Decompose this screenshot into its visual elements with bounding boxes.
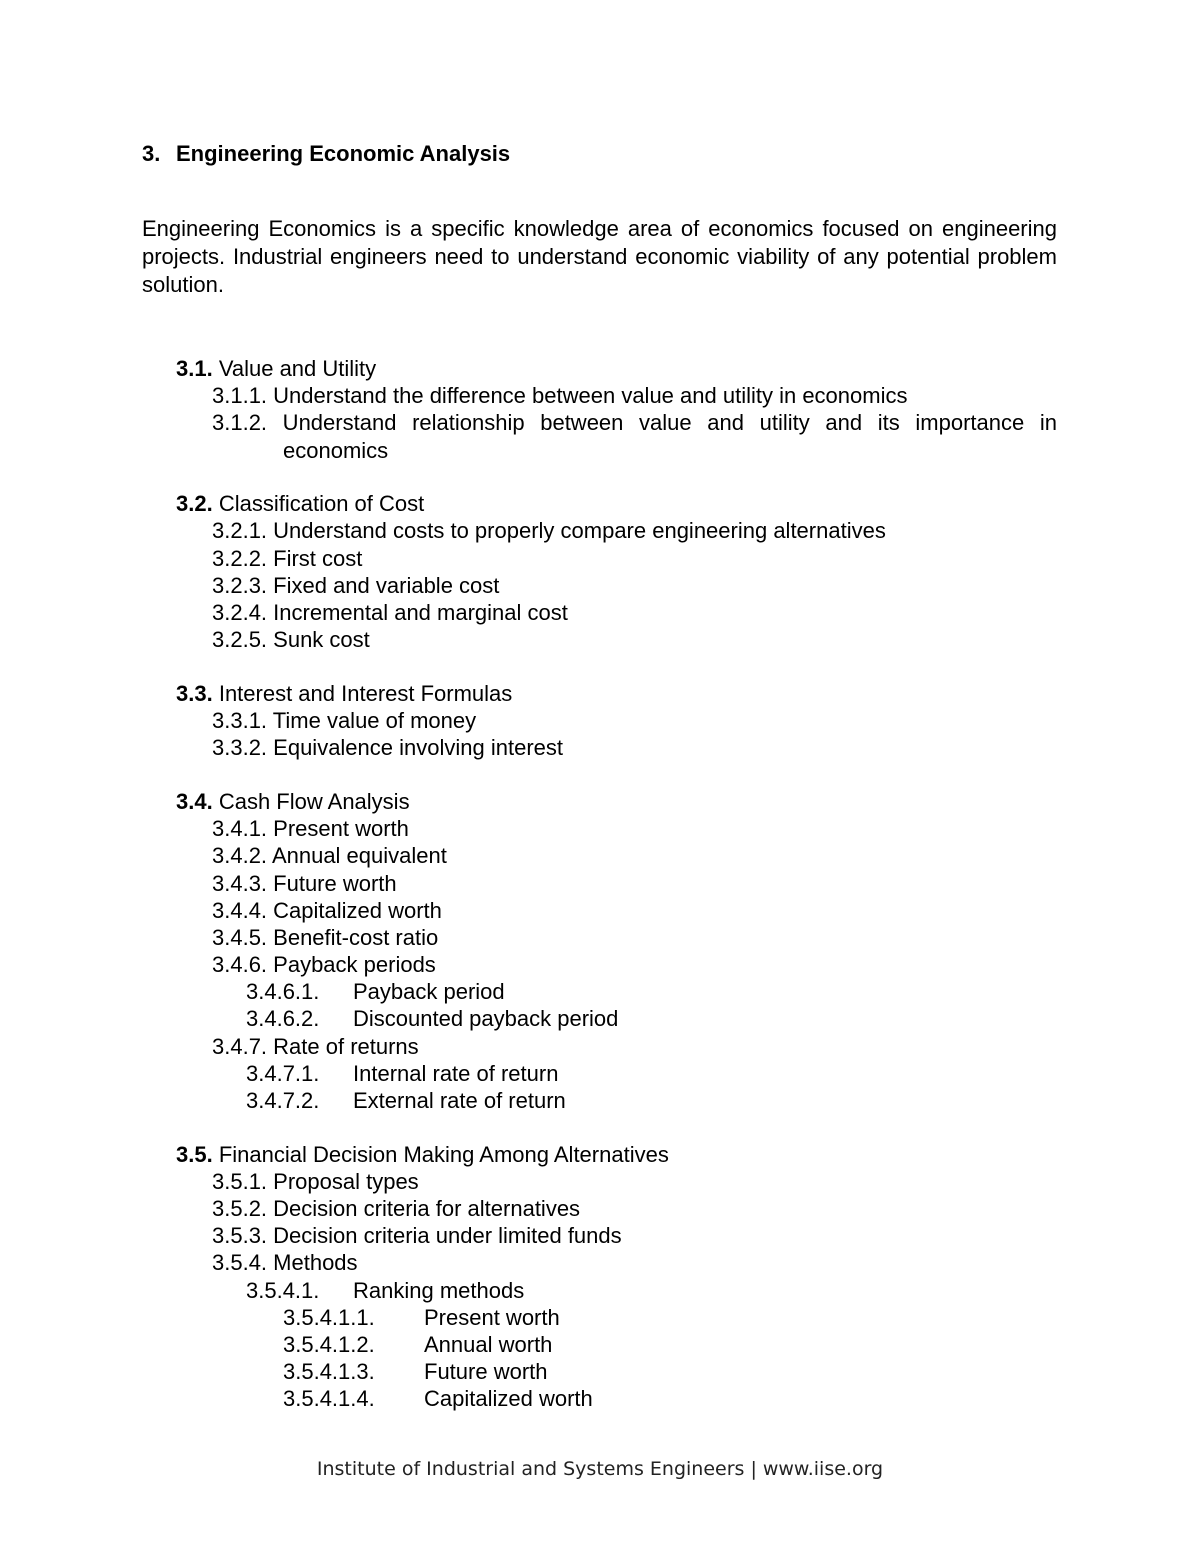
outline-number: 3.3. <box>176 680 213 706</box>
outline-item: 3.4.4. Capitalized worth <box>212 897 442 923</box>
outline-subitem <box>0 1005 1200 1032</box>
outline-item: 3.2.4. Incremental and marginal cost <box>212 600 568 625</box>
outline-subsubitem <box>0 1385 1200 1412</box>
outline-number: 3.4.6.1. <box>246 979 320 1005</box>
outline-title: Classification of Cost <box>218 491 425 517</box>
outline-title: Value and Utility <box>218 356 377 381</box>
outline-item: 3.1.1. Understand the difference between value and utility in economics <box>212 383 908 409</box>
outline-subitem <box>0 1277 1200 1304</box>
outline-item: 3.2.2. First cost <box>212 545 363 571</box>
outline-number: 3.4.7.1. <box>246 1060 320 1086</box>
footer-org: Institute of Industrial and Systems Engineers <box>316 1458 745 1480</box>
topic-outline <box>0 355 1200 1413</box>
outline-heading-classification-cost <box>0 490 1200 517</box>
outline-subitem <box>0 1087 1200 1114</box>
outline-item-wrapped <box>0 409 1057 463</box>
outline-item: 3.4.7. Rate of returns <box>212 1033 419 1059</box>
intro-paragraph: Engineering Economics is a specific knowledge area of economics focused on engineering projects. Industrial engineers need to understand economic viability of any potential problem solution. <box>142 216 1057 297</box>
outline-item: 3.5.4. Methods <box>212 1250 358 1276</box>
outline-text: Capitalized worth <box>424 1386 593 1412</box>
outline-subitem <box>0 978 1200 1005</box>
outline-text: Annual worth <box>424 1332 553 1357</box>
outline-number: 3.4.7.2. <box>246 1088 320 1113</box>
outline-item: 3.4.6. Payback periods <box>212 952 436 978</box>
footer-url[interactable]: www.iise.org <box>762 1458 884 1480</box>
outline-number: 3.5. <box>176 1141 213 1167</box>
outline-item: 3.2.3. Fixed and variable cost <box>212 572 500 598</box>
outline-text: Present worth <box>424 1304 560 1330</box>
outline-text: Ranking methods <box>353 1277 525 1303</box>
outline-item: 3.2.5. Sunk cost <box>212 627 370 653</box>
outline-number: 3.4.6.2. <box>246 1006 320 1032</box>
outline-item-line-1: 3.1.2. Understand relationship between value and utility and its importance in <box>212 410 1057 436</box>
section-heading <box>142 141 510 167</box>
outline-number: 3.5.4.1. <box>246 1277 320 1303</box>
footer-separator: | <box>750 1458 757 1480</box>
outline-subsubitem <box>0 1304 1200 1331</box>
outline-text: Payback period <box>353 979 505 1005</box>
outline-text: Future worth <box>424 1359 548 1385</box>
outline-heading-value-utility <box>0 355 1200 382</box>
section-number: 3. <box>142 141 161 166</box>
outline-item: 3.5.1. Proposal types <box>212 1168 419 1194</box>
outline-subsubitem <box>0 1358 1200 1385</box>
outline-number: 3.5.4.1.3. <box>283 1359 375 1385</box>
outline-number: 3.5.4.1.1. <box>283 1304 375 1330</box>
outline-item: 3.4.1. Present worth <box>212 816 409 842</box>
outline-number: 3.4. <box>176 788 213 814</box>
outline-item: 3.4.2. Annual equivalent <box>212 843 447 869</box>
outline-text: External rate of return <box>353 1088 566 1113</box>
outline-subsubitem <box>0 1331 1200 1358</box>
page-footer <box>0 1458 1200 1480</box>
outline-title: Interest and Interest Formulas <box>218 680 513 706</box>
outline-title: Financial Decision Making Among Alternatives <box>218 1141 669 1167</box>
outline-item: 3.5.2. Decision criteria for alternatives <box>212 1196 581 1222</box>
outline-number: 3.5.4.1.2. <box>283 1332 375 1357</box>
outline-item: 3.4.3. Future worth <box>212 870 397 896</box>
outline-number: 3.2. <box>176 491 213 517</box>
outline-item-line-2: economics <box>283 437 389 463</box>
outline-item: 3.4.5. Benefit-cost ratio <box>212 924 439 950</box>
outline-number: 3.5.4.1.4. <box>283 1386 375 1412</box>
outline-text: Discounted payback period <box>353 1006 619 1032</box>
outline-heading-interest <box>0 680 1200 707</box>
outline-heading-financial-decision <box>0 1141 1200 1168</box>
outline-heading-cash-flow <box>0 788 1200 815</box>
outline-item: 3.3.1. Time value of money <box>212 708 477 734</box>
outline-title: Cash Flow Analysis <box>218 788 410 814</box>
outline-item: 3.3.2. Equivalence involving interest <box>212 735 563 761</box>
outline-item: 3.2.1. Understand costs to properly compare engineering alternatives <box>212 518 886 544</box>
outline-subitem <box>0 1060 1200 1087</box>
outline-number: 3.1. <box>176 356 213 381</box>
outline-item: 3.5.3. Decision criteria under limited funds <box>212 1223 622 1249</box>
section-title: Engineering Economic Analysis <box>176 141 511 166</box>
outline-text: Internal rate of return <box>353 1060 559 1086</box>
